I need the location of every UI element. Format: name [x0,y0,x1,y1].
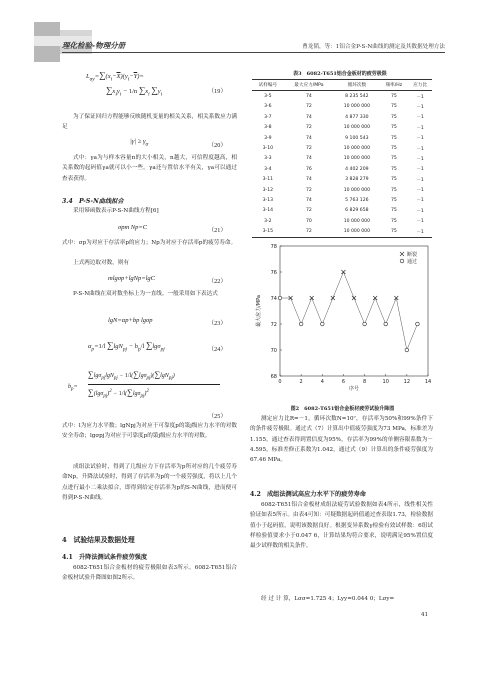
equation-22: mlgσp+lgNp=lgC [108,275,156,282]
table-cell: 3-13 [262,197,274,203]
table-cell: 3-10 [262,146,274,152]
table-cell: －1 [416,229,424,235]
table-cell: 75 [390,166,397,172]
page-number: 41 [421,612,429,618]
column-header: 最大应力/MPa [294,83,324,89]
journal-name: 理化检验-物理分册 [62,41,126,50]
legend-marker [400,252,404,256]
x-tick-label: 8 [362,379,367,385]
equation-25-number: （25） [208,413,227,420]
table-cell: 75 [390,218,397,224]
paragraph: 式中：l为应力水平数；lgNpj为对应于可靠度p的第j级应力水平的对数安全寿命；lgσpj为对应于可靠度p的第j级应力水平的对数。 [62,423,237,440]
table-cell: 75 [390,229,397,235]
table-cell: 75 [390,156,397,162]
table-cell: 75 [390,125,397,131]
table-cell: －1 [416,125,424,131]
table-row [252,143,432,153]
paragraph: 6082-T651铝合金板材的疲劳极限如表3所示。6082-T651铝合金板材试验升降图如图2所示。 [62,565,237,582]
equation-21: σpm Np=C [118,224,148,231]
table-cell: 72 [306,229,312,235]
paragraph: P-S-N曲线在双对数坐标上为一直线。一般采用如下表达式 [73,291,218,297]
table-cell: 9 100 543 [345,135,369,141]
table-cell: －1 [416,136,424,142]
table-cell: 10 000 000 [343,156,371,162]
paragraph: 采用幂函数表示P-S-N曲线方程[6] [73,208,159,214]
equation-19: $L_{\sigma y}=\sum(x_i-\overline{X})(y_i-\overline{Y})=$ $\sum x_iy_i - 1/n$ $\sum x_i$ $\sum y_i$ [86,70,163,98]
data-point [373,296,377,300]
table-cell: 10 000 000 [343,229,371,235]
table-cell: 10 000 000 [343,125,371,131]
data-point [331,296,335,300]
y-tick-label: 78 [270,243,277,250]
table-row [252,123,432,133]
table-cell: 74 [306,135,312,141]
table-cell: 72 [306,208,312,214]
table-cell: 74 [306,197,312,203]
data-point [341,270,345,274]
column-header: 应力比 [413,83,427,89]
table-cell: 75 [390,114,397,120]
table-cell: 3-12 [262,187,274,193]
table-cell: 76 [306,166,312,172]
section-heading: 3.4 P-S-N曲线拟合 [62,198,124,205]
data-point [320,322,324,326]
table-row [252,91,432,102]
data-point [405,348,409,352]
data-point [363,322,367,326]
staircase-line [280,272,417,350]
table-cell: －1 [416,94,424,100]
legend-label: 断裂 [407,251,418,258]
table-cell: 8 235 542 [345,94,369,100]
table-cell: 4 877 330 [345,114,369,120]
table-cell: 75 [390,177,397,183]
table-cell: 75 [390,197,397,203]
column-header: 循环次数 [347,83,367,89]
plot-frame [280,246,428,376]
x-tick-label: 2 [299,379,303,385]
equation-23-number: （23） [208,320,227,327]
equation-21-number: （21） [208,227,227,234]
data-point [384,322,388,326]
subsection-heading: 4.1 升降法测试条件疲劳强度 [62,554,148,561]
y-tick-label: 74 [270,295,277,302]
table-cell: －1 [416,198,424,204]
table-cell: 3-11 [262,177,274,183]
x-axis-label: 序号 [348,386,360,392]
y-tick-label: 72 [270,321,277,328]
table-cell: 3-15 [262,229,274,235]
x-tick-label: 10 [382,379,389,385]
table-cell: －1 [416,115,424,121]
table-row [252,133,432,143]
data-point [352,296,356,300]
paragraph: 测定应力比R=－1，循环次数N=10⁷，存活率为50%和99%条件下的条件疲劳极限。通过式（7）计算出中值疲劳强度为73 MPa，标准差为1.155，通过查表得到置信度为95%，存活率为99%的单侧容限系数为－4.595，标准差修正系数为1.042，通过式（9）计算出的条件疲劳强度为67.46 MPa。 [250,416,433,464]
table-row [252,112,432,122]
table-cell: 72 [306,125,312,131]
fatigue-limit-table [252,79,432,238]
table-cell: 75 [390,187,397,193]
table-cell: 3-4 [264,166,272,172]
table-row [252,216,432,226]
table-cell: 3-7 [264,114,272,120]
table-cell: 3 828 279 [345,177,369,183]
table-cell: 74 [306,114,312,120]
table-cell: 6 829 658 [345,208,369,214]
table-cell: 74 [306,94,312,100]
column-header: 试样编号 [258,83,278,89]
table-cell: －1 [416,167,424,173]
paragraph: 成组法试验时，得到了几级应力下存活率为p所对应的几个疲劳寿命Np，升降法试验时，得到了存活率为p的一个疲劳强度，将以上几个点进行最小二乘法拟合，即得到给定存活率为p的S-N曲线，进而便可得到P-S-N曲线。 [62,464,237,501]
table-row [252,154,432,164]
paragraph: 6082-T651铝合金板材成组法疲劳试验数据如表4所示，线性相关性验证如表5所示。由表4可知：可疑数据起码值通过查表取1.73，检验数据值小于起码值，说明该数据良好。根据变异系数γ检验有效试样数：6组试样检验值要求小于0.047 6，计算结果均符合要求，说明满足95%置信度最少试样数的相关条件。 [250,502,433,550]
table-cell: －1 [416,188,424,194]
x-tick-label: 12 [403,379,411,385]
equation-19-number: （19） [208,88,227,95]
equation-20-number: （20） [208,142,227,149]
x-tick-label: 6 [341,379,346,385]
data-point [394,296,398,300]
table-cell: －1 [416,177,424,183]
fatigue-staircase-chart [250,240,440,400]
paragraph: 经 过 计 算，Lσσ=1.725 4；Lyy=0.044 0；Lσy= [261,596,395,602]
x-tick-label: 0 [278,379,282,385]
table-cell: 5 763 126 [345,197,369,203]
table-cell: －1 [416,156,424,162]
paragraph: 上式两边取对数，则有 [73,260,129,266]
data-point [278,296,282,300]
table-row [252,164,432,174]
y-axis-label: 最大应力/MPa [256,295,262,327]
table-cell: 74 [306,156,312,162]
table-cell: 72 [306,187,312,193]
header-rule [62,52,445,53]
table-cell: 10 000 000 [343,218,371,224]
table-cell: 10 000 000 [343,146,371,152]
equation-23: lgN=αp+bp lgσp [108,317,153,324]
legend-marker [400,259,404,263]
table-caption: 表3 6082-T651铝合金板材的疲劳极限 [293,71,387,77]
table-row [252,102,432,112]
table-cell: 4 402 209 [345,166,369,172]
equation-22-number: （22） [208,278,227,285]
table-cell: －1 [416,219,424,225]
table-cell: 3-8 [264,125,272,131]
table-cell: 3-6 [264,104,272,110]
table-row [252,206,432,216]
table-cell: 3-14 [262,208,274,214]
data-point [416,322,420,326]
y-tick-label: 70 [270,347,277,354]
table-cell: 3-2 [264,218,272,224]
table-cell: －1 [416,146,424,152]
paragraph: 式中：σp为对应于存活率p的应力；Np为对应于存活率p的疲劳寿命。 [62,240,237,246]
table-row [252,226,432,237]
table-cell: 75 [390,208,397,214]
paragraph: 式中：γa为与样本容量n的大小相关，n越大，可信程度越高，相关系数的起码值γa就可以小一些。γa还与置信水平有关，γa可以通过查表获得。 [62,155,237,182]
equation-24: $\alpha_p=1/l$ $\sum\lg N_{pj} - b_p/l$ ∑lgσ$_{pj}$ [88,340,165,353]
table-row [252,175,432,185]
equation-20: $|\gamma| \ge \gamma_\alpha$ [130,138,149,148]
table-cell: 3-3 [264,156,272,162]
table-cell: 70 [306,218,312,224]
y-tick-label: 76 [270,269,277,276]
x-tick-label: 14 [424,379,432,385]
table-cell: 3-5 [264,94,272,100]
table-cell: 75 [390,146,397,152]
table-cell: 75 [390,104,397,110]
column-header: 频率/Hz [385,83,403,89]
data-point [310,296,314,300]
paragraph: 为了保证回归方程能够反映随机变量的相关关系，相关系数应力满足 [62,114,237,131]
table-cell: 74 [306,177,312,183]
table-cell: －1 [416,104,424,110]
running-title: 曹龙韬，等：1铝合金P-S-N曲线的测定及其数据处理方法 [302,44,445,50]
legend-label: 通过 [407,258,418,265]
data-point [299,322,303,326]
table-cell: 75 [390,135,397,141]
x-tick-label: 4 [320,379,324,385]
y-tick-label: 68 [270,373,277,380]
table-row [252,185,432,195]
table-cell: 75 [390,94,397,100]
table-cell: 72 [306,146,312,152]
equation-24-number: （24） [208,346,227,353]
section-heading: 4 试验结果及数据处理 [62,536,135,544]
table-row [252,195,432,205]
table-cell: 10 000 000 [343,104,371,110]
table-cell: 3-9 [264,135,272,141]
table-cell: 10 000 000 [343,187,371,193]
table-cell: －1 [416,208,424,214]
figure-caption: 图2 6082-T651铝合金板材疲劳试验升降图 [290,406,395,412]
table-cell: 72 [306,104,312,110]
subsection-heading: 4.2 成组法测试高应力水平下的疲劳寿命 [250,491,366,498]
